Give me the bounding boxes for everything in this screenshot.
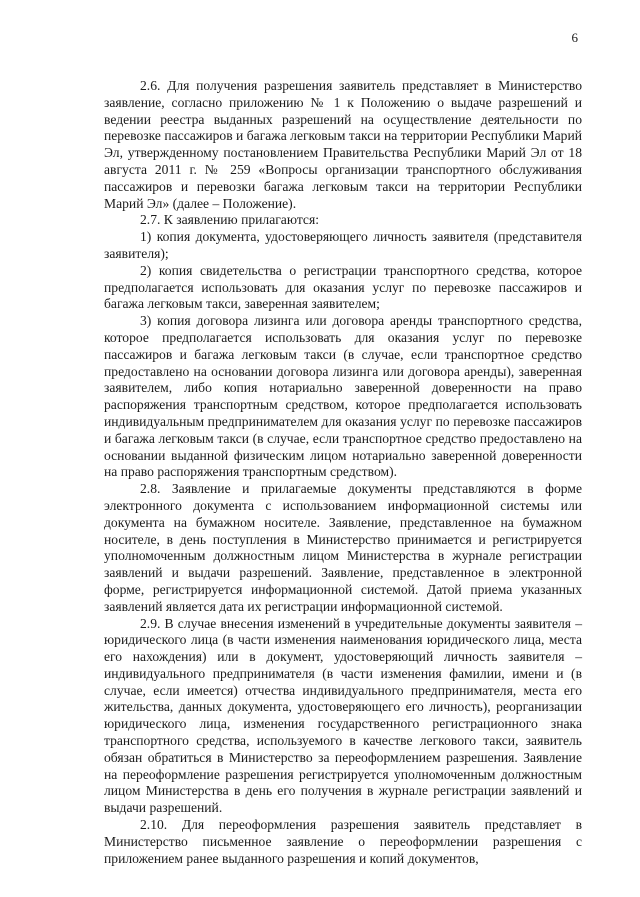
paragraph-2-10: 2.10. Для переоформления разрешения заявитель представляет в Министерство письменное заявление о переоформлении разрешения с приложением ранее выданного разрешения и копий документов, [104, 817, 582, 866]
list-item-1: 1) копия документа, удостоверяющего личность заявителя (представителя заявителя); [104, 229, 582, 261]
paragraph-2-6: 2.6. Для получения разрешения заявитель представляет в Министерство заявление, согласно приложению № 1 к Положению о выдаче разрешений и ведении реестра выданных разрешений на осуществление деятельности по перевозке пассажиров и багажа легковым такси на территории Республики Марий Эл, утвержденному постановлением Правительства Республики Марий Эл от 18 августа 2011 г. № 259 «Вопросы организации транспортного обслуживания пассажиров и перевозки багажа легковым такси на территории Республики Марий Эл» (далее – Положение). [104, 78, 582, 211]
paragraph-2-8: 2.8. Заявление и прилагаемые документы представляются в форме электронного документа с использованием информационной системы или документа на бумажном носителе. Заявление, представленное на бумажном носителе, в день поступления в Министерство принимается и регистрируется уполномоченным должностным лицом Министерства в журнале регистрации заявлений и выдачи разрешений. Заявление, представленное в электронной форме, регистрируется информационной системой. Датой приема указанных заявлений является дата их регистрации информационной системой. [104, 481, 582, 614]
paragraph-2-9: 2.9. В случае внесения изменений в учредительные документы заявителя – юридического лица (в части изменения наименования юридического лица, места его нахождения) или в документ, удостоверяющий личность заявителя – индивидуального предпринимателя (в части изменения фамилии, имени и (в случае, если имеется) отчества индивидуального предпринимателя, места его жительства, данных документа, удостоверяющего его личность), реорганизации юридического лица, изменения государственного регистрационного знака транспортного средства, используемого в качестве легкового такси, заявитель обязан обратиться в Министерство за переоформлением разрешения. Заявление на переоформление разрешения регистрируется уполномоченным должностным лицом Министерства в день его получения в журнале регистрации заявлений и выдачи разрешений. [104, 615, 582, 816]
page-number: 6 [571, 30, 578, 45]
list-item-3: 3) копия договора лизинга или договора аренды транспортного средства, которое предполагается использовать для оказания услуг по перевозке пассажиров и багажа легковым такси (в случае, если транспортное средство предоставлено на основании договора лизинга или договора аренды), заверенная заявителем, либо копия нотариально заверенной доверенности на право распоряжения транспортным средством, которое предполагается использовать индивидуальным предпринимателем для оказания услуг по перевозке пассажиров и багажа легковым такси (в случае, если транспортное средство предоставлено на основании выданной физическим лицом нотариально заверенной доверенности на право распоряжения транспортным средством). [104, 313, 582, 480]
document-body [104, 78, 582, 867]
list-item-2: 2) копия свидетельства о регистрации транспортного средства, которое предполагается использовать для оказания услуг по перевозке пассажиров и багажа легковым такси, заверенная заявителем; [104, 262, 582, 312]
paragraph-2-7: 2.7. К заявлению прилагаются: [140, 212, 319, 228]
